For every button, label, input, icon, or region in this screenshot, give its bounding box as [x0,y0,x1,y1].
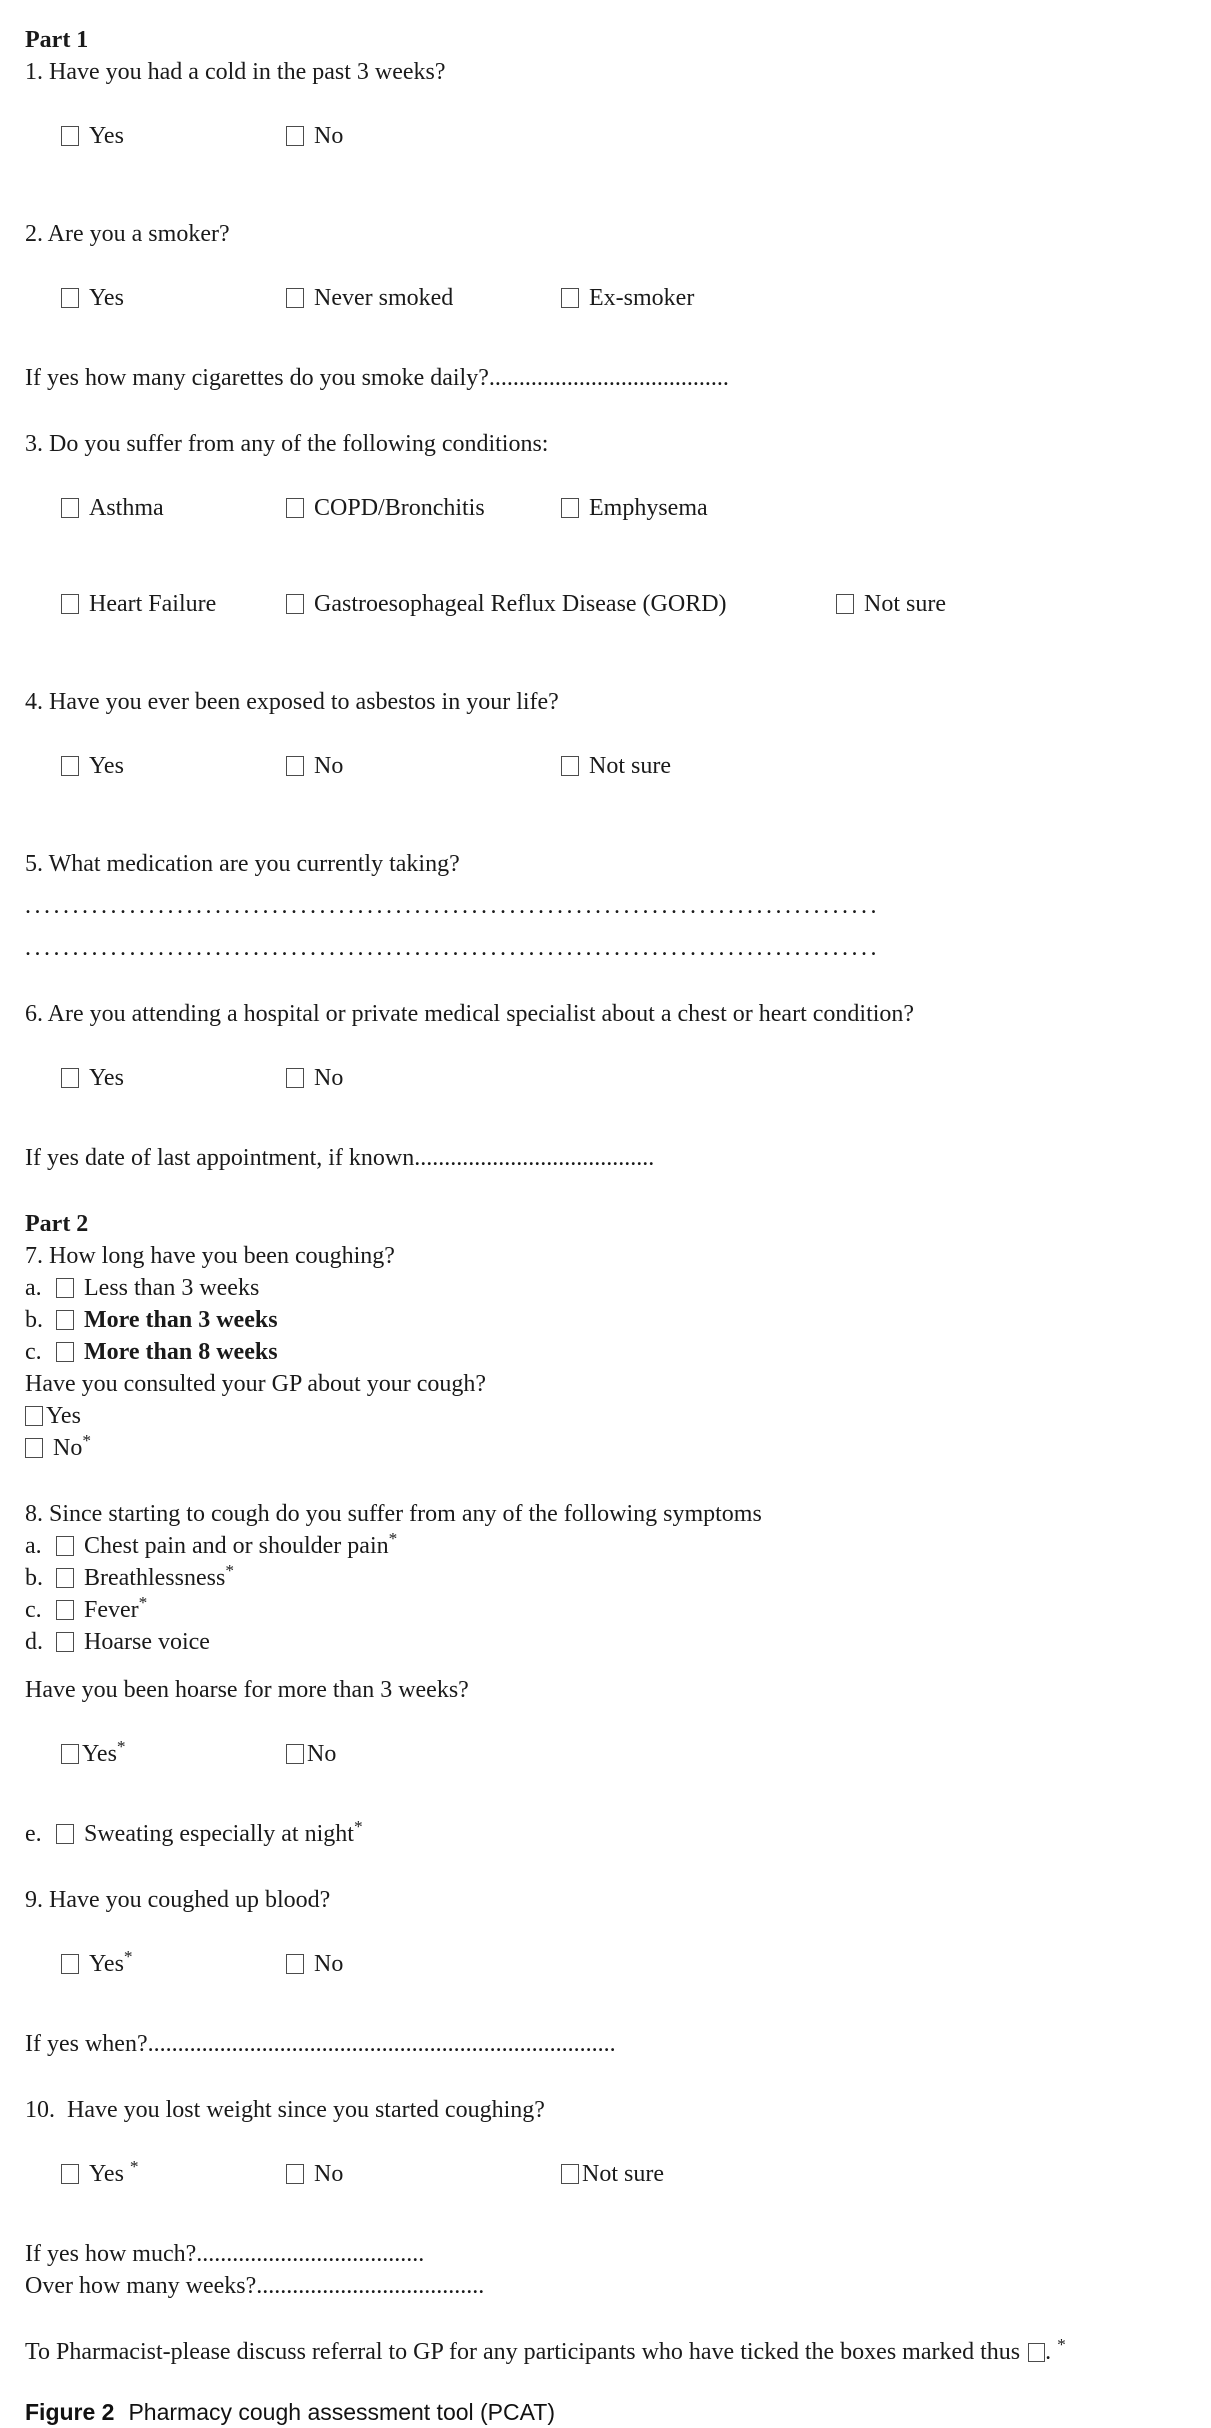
q8-breathlessness-label: Breathlessness [84,1565,226,1591]
q8-hoarse-no-checkbox[interactable] [286,1744,304,1764]
q8-item-a-prefix: a. [25,1533,42,1559]
q8-item-a [25,1530,1191,1562]
q6-no-checkbox[interactable] [286,1068,304,1088]
q7-item-c [25,1336,1191,1368]
q3-option-emphysema [561,492,708,524]
q3-option-copd [286,492,561,524]
q3-heart-failure-checkbox[interactable] [61,594,79,614]
q10-text: 10. Have you lost weight since you started coughing? [25,2097,545,2123]
question-4-block [25,686,1191,814]
q6-text: 6. Are you attending a hospital or private medical specialist about a chest or heart condition? [25,1001,915,1027]
q8-night-sweating-checkbox[interactable] [56,1824,74,1844]
q1-option-no [286,120,343,152]
q10-yes-referral-star: * [129,2157,139,2176]
q10-option-yes [61,2158,286,2190]
q8-hoarse-yes-checkbox[interactable] [61,1744,79,1764]
q2-option-never-smoked [286,282,561,314]
q8-item-b [25,1562,1191,1594]
q8-hoarse-option-no [286,1738,336,1770]
q10-no-label: No [314,2161,344,2187]
q10-yes-label: Yes [89,2161,130,2187]
q6-no-label: No [314,1065,344,1091]
pharmacist-referral-note [25,2336,1191,2368]
q7-more-than-3-weeks-label: More than 3 weeks [84,1307,278,1333]
q8-chest-pain-checkbox[interactable] [56,1536,74,1556]
q9-text: 9. Have you coughed up blood? [25,1887,331,1913]
q2-never-smoked-checkbox[interactable] [286,288,304,308]
q8-hoarse-voice-label: Hoarse voice [84,1629,210,1655]
q3-option-gord [286,588,836,620]
q8-hoarse-voice-checkbox[interactable] [56,1632,74,1652]
q8-hoarse-question: Have you been hoarse for more than 3 weeks? [25,1677,469,1703]
question-2-block [25,218,1191,394]
q8-chest-pain-referral-star: * [388,1529,398,1548]
q9-followup-when-field[interactable]: If yes when?.............................................................................. [25,2031,616,2057]
q1-options-row [25,88,1191,184]
q7-item-b-prefix: b. [25,1307,43,1333]
q2-ex-smoker-checkbox[interactable] [561,288,579,308]
q7-more-than-3-weeks-checkbox[interactable] [56,1310,74,1330]
q8-fever-checkbox[interactable] [56,1600,74,1620]
q8-hoarse-no-label: No [307,1741,337,1767]
referral-example-checkbox-icon [1028,2343,1045,2362]
q8-item-e [25,1818,1191,1850]
pharmacist-referral-star: * [1057,2335,1066,2354]
q4-options-row [25,718,1191,814]
q8-hoarse-yes-referral-star: * [116,1737,126,1756]
q10-no-checkbox[interactable] [286,2164,304,2184]
q10-option-not-sure [561,2158,664,2190]
q8-text: 8. Since starting to cough do you suffer from any of the following symptoms [25,1501,762,1527]
q7-gp-no-label: No [53,1435,83,1461]
q3-asthma-label: Asthma [89,495,164,521]
q8-item-e-prefix: e. [25,1821,42,1847]
q4-not-sure-label: Not sure [589,753,671,779]
q8-item-d [25,1626,1191,1658]
q10-yes-checkbox[interactable] [61,2164,79,2184]
q3-asthma-checkbox[interactable] [61,498,79,518]
q7-text: 7. How long have you been coughing? [25,1243,395,1269]
q4-text: 4. Have you ever been exposed to asbestos in your life? [25,689,559,715]
q9-no-label: No [314,1951,344,1977]
q8-item-c-prefix: c. [25,1597,42,1623]
figure-caption-label: Figure 2 [25,2399,115,2425]
q5-answer-line-2[interactable]: .......................................................................................... [25,935,880,961]
q3-option-asthma [61,492,286,524]
question-7-block [25,1208,1191,1464]
q8-night-sweating-label: Sweating especially at night [84,1821,354,1847]
q4-option-not-sure [561,750,671,782]
q6-options-row [25,1030,1191,1126]
question-9-block [25,1884,1191,2060]
q5-answer-line-1[interactable]: .......................................................................................... [25,893,880,919]
q10-option-no [286,2158,561,2190]
q3-option-not-sure [836,588,946,620]
q9-yes-label: Yes [89,1951,124,1977]
q2-option-yes [61,282,286,314]
q7-less-than-3-weeks-checkbox[interactable] [56,1278,74,1298]
q10-not-sure-label: Not sure [582,2161,664,2187]
q1-no-label: No [314,123,344,149]
q4-option-yes [61,750,286,782]
question-6-block [25,998,1191,1174]
q2-never-smoked-label: Never smoked [314,285,454,311]
q8-hoarse-yes-label: Yes [82,1741,117,1767]
q8-night-sweating-referral-star: * [353,1817,363,1836]
q7-more-than-8-weeks-checkbox[interactable] [56,1342,74,1362]
q4-no-checkbox[interactable] [286,756,304,776]
q2-text: 2. Are you a smoker? [25,221,230,247]
q10-followup-how-many-weeks-field[interactable]: Over how many weeks?...................................... [25,2273,485,2299]
q1-yes-label: Yes [89,123,124,149]
q7-gp-yes-label: Yes [46,1403,81,1429]
q6-yes-label: Yes [89,1065,124,1091]
q2-yes-checkbox[interactable] [61,288,79,308]
question-5-block [25,848,1191,964]
figure-caption-text: Pharmacy cough assessment tool (PCAT) [128,2399,555,2425]
q7-gp-yes-checkbox[interactable] [25,1406,43,1426]
q8-chest-pain-label: Chest pain and or shoulder pain [84,1533,389,1559]
q8-item-d-prefix: d. [25,1629,43,1655]
q3-text: 3. Do you suffer from any of the following conditions: [25,431,549,457]
q7-gp-option-no [25,1432,1191,1464]
question-8-block [25,1498,1191,1850]
q5-text: 5. What medication are you currently taking? [25,851,460,877]
q9-option-no [286,1948,343,1980]
figure-caption [25,2396,1191,2428]
q6-followup-appointment-field[interactable]: If yes date of last appointment, if known........................................ [25,1145,655,1171]
q10-not-sure-checkbox[interactable] [561,2164,579,2184]
q9-no-checkbox[interactable] [286,1954,304,1974]
q7-item-a [25,1272,1191,1304]
q4-yes-checkbox[interactable] [61,756,79,776]
q3-gord-checkbox[interactable] [286,594,304,614]
q1-text: 1. Have you had a cold in the past 3 weeks? [25,59,446,85]
q8-item-c [25,1594,1191,1626]
q7-item-b [25,1304,1191,1336]
question-10-block [25,2094,1191,2302]
q7-gp-option-yes [25,1400,1191,1432]
q8-hoarse-option-yes [61,1738,286,1770]
q6-option-no [286,1062,343,1094]
q8-hoarse-options-row [25,1706,1191,1802]
q9-yes-referral-star: * [123,1947,133,1966]
q8-breathlessness-referral-star: * [225,1561,234,1580]
q3-not-sure-checkbox[interactable] [836,594,854,614]
q9-option-yes [61,1948,286,1980]
q7-gp-no-referral-star: * [82,1431,91,1450]
q3-options-row-1 [25,460,1191,556]
q1-no-checkbox[interactable] [286,126,304,146]
q9-options-row [25,1916,1191,2012]
q9-yes-checkbox[interactable] [61,1954,79,1974]
pharmacist-referral-text: To Pharmacist-please discuss referral to GP for any participants who have ticked the boxes marked thus [25,2339,1021,2365]
q8-item-b-prefix: b. [25,1565,43,1591]
q3-option-heart-failure [61,588,286,620]
q7-item-a-prefix: a. [25,1275,42,1301]
question-1-block [25,24,1191,184]
q2-followup-cigarettes-field[interactable]: If yes how many cigarettes do you smoke daily?........................................ [25,365,729,391]
q1-option-yes [61,120,286,152]
q7-item-c-prefix: c. [25,1339,42,1365]
q8-fever-label: Fever [84,1597,139,1623]
q3-emphysema-checkbox[interactable] [561,498,579,518]
q2-yes-label: Yes [89,285,124,311]
pharmacist-referral-suffix: . [1045,2339,1052,2365]
q3-options-row-2 [25,556,1191,652]
q8-fever-referral-star: * [138,1593,148,1612]
q10-followup-how-much-field[interactable]: If yes how much?...................................... [25,2241,425,2267]
q4-yes-label: Yes [89,753,124,779]
q10-options-row [25,2126,1191,2222]
q4-option-no [286,750,561,782]
q7-gp-no-checkbox[interactable] [25,1438,43,1458]
part1-header: Part 1 [25,27,89,53]
q3-gord-label: Gastroesophageal Reflux Disease (GORD) [314,591,727,617]
q4-not-sure-checkbox[interactable] [561,756,579,776]
q3-emphysema-label: Emphysema [589,495,708,521]
q6-yes-checkbox[interactable] [61,1068,79,1088]
q7-gp-question: Have you consulted your GP about your cough? [25,1371,487,1397]
q2-options-row [25,250,1191,346]
q8-breathlessness-checkbox[interactable] [56,1568,74,1588]
q3-copd-checkbox[interactable] [286,498,304,518]
q3-not-sure-label: Not sure [864,591,946,617]
q4-no-label: No [314,753,344,779]
q3-heart-failure-label: Heart Failure [89,591,217,617]
q3-copd-label: COPD/Bronchitis [314,495,485,521]
q7-less-than-3-weeks-label: Less than 3 weeks [84,1275,260,1301]
q6-option-yes [61,1062,286,1094]
q1-yes-checkbox[interactable] [61,126,79,146]
q2-ex-smoker-label: Ex-smoker [589,285,695,311]
q2-option-ex-smoker [561,282,694,314]
part2-header: Part 2 [25,1211,89,1237]
q7-more-than-8-weeks-label: More than 8 weeks [84,1339,278,1365]
question-3-block [25,428,1191,652]
